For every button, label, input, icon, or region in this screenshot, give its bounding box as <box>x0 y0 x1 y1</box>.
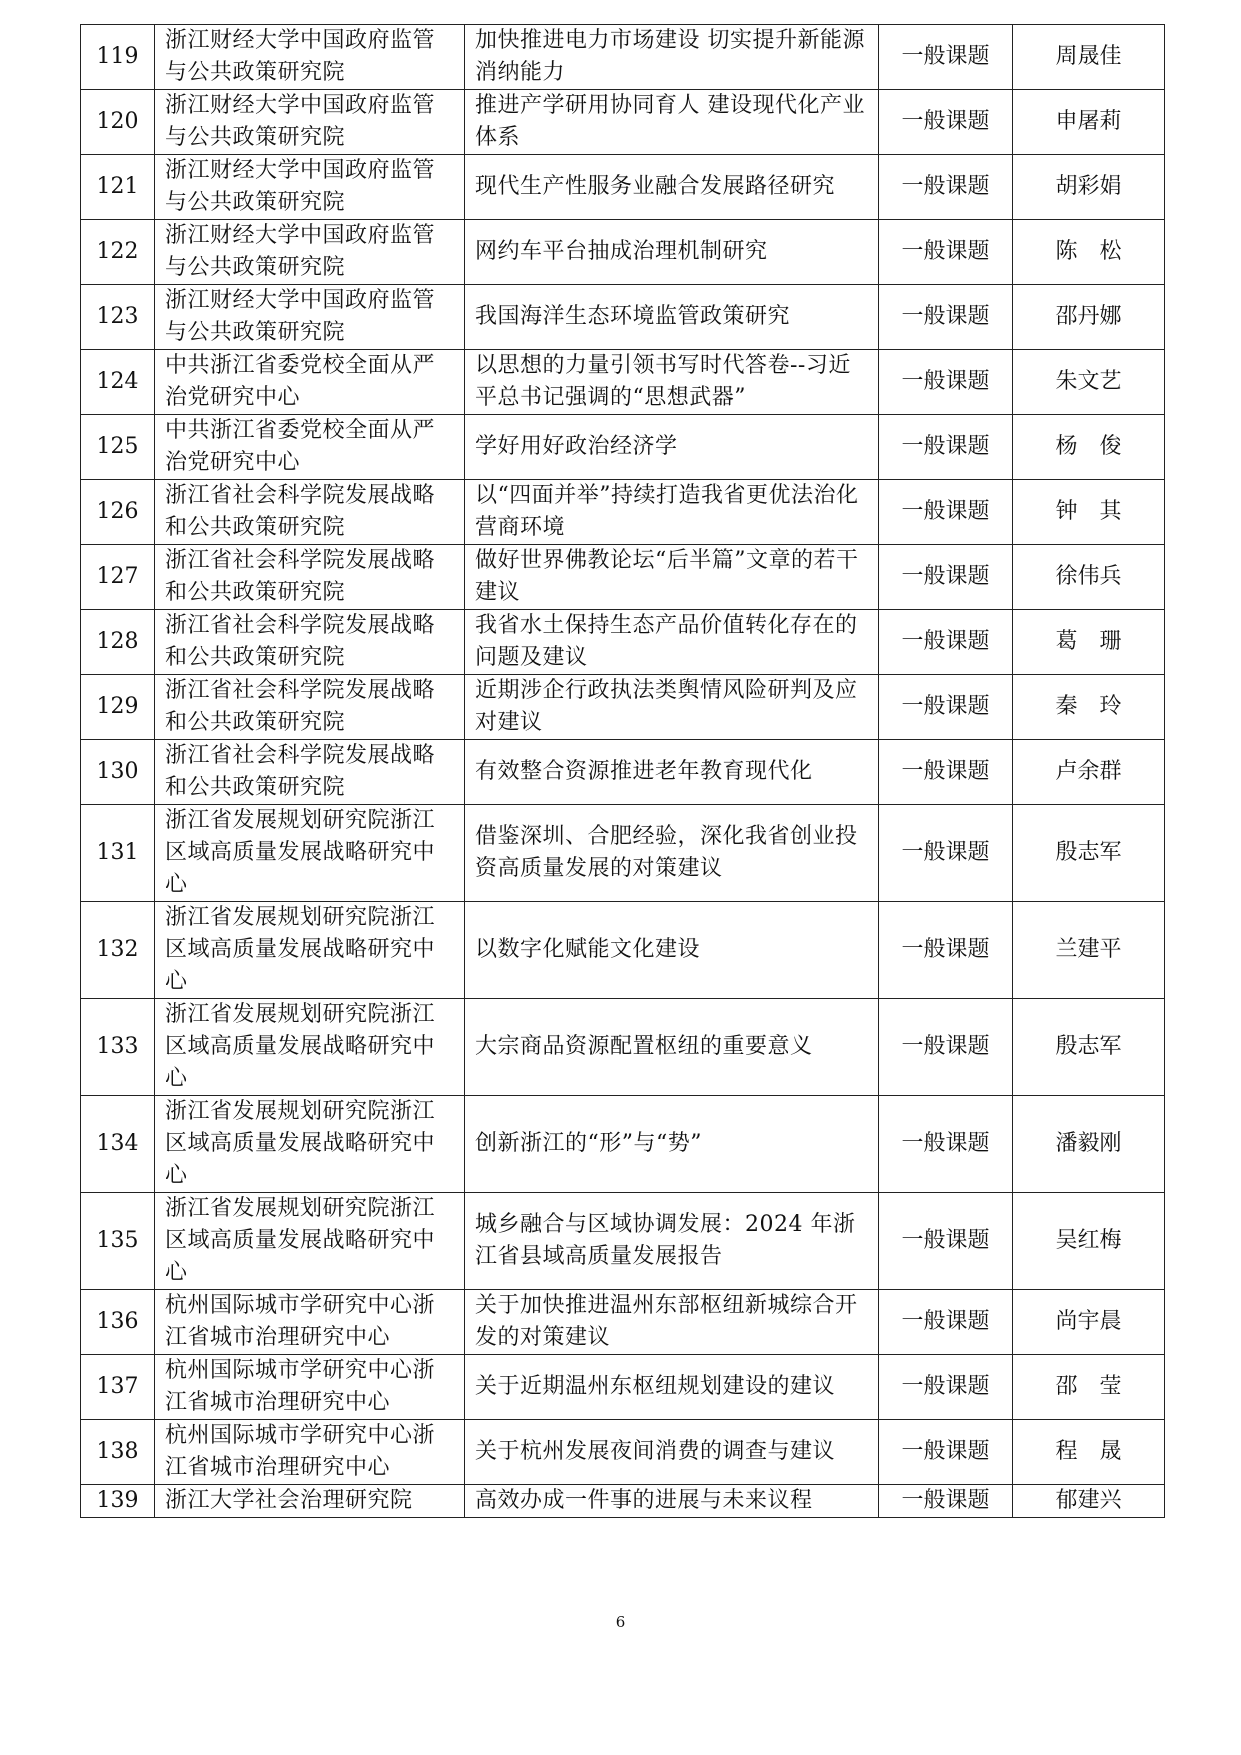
institution-cell: 中共浙江省委党校全面从严治党研究中心 <box>155 415 465 480</box>
topic-type-cell: 一般课题 <box>879 285 1013 350</box>
topic-type-cell: 一般课题 <box>879 545 1013 610</box>
principal-cell: 朱文艺 <box>1013 350 1165 415</box>
topic-title-cell: 大宗商品资源配置枢纽的重要意义 <box>465 999 879 1096</box>
table-row <box>81 675 1165 740</box>
topic-type-cell: 一般课题 <box>879 675 1013 740</box>
topic-title-cell: 关于加快推进温州东部枢纽新城综合开发的对策建议 <box>465 1290 879 1355</box>
principal-cell: 潘毅刚 <box>1013 1096 1165 1193</box>
table-row <box>81 902 1165 999</box>
table-row <box>81 220 1165 285</box>
institution-cell: 浙江财经大学中国政府监管与公共政策研究院 <box>155 155 465 220</box>
table-row <box>81 545 1165 610</box>
principal-cell: 吴红梅 <box>1013 1193 1165 1290</box>
principal-cell: 邵 莹 <box>1013 1355 1165 1420</box>
topic-type-cell: 一般课题 <box>879 220 1013 285</box>
table-row <box>81 805 1165 902</box>
institution-cell: 浙江省发展规划研究院浙江区域高质量发展战略研究中心 <box>155 1193 465 1290</box>
table-row <box>81 1420 1165 1485</box>
topic-title-cell: 关于杭州发展夜间消费的调查与建议 <box>465 1420 879 1485</box>
topic-title-cell: 推进产学研用协同育人 建设现代化产业体系 <box>465 90 879 155</box>
institution-cell: 杭州国际城市学研究中心浙江省城市治理研究中心 <box>155 1355 465 1420</box>
principal-cell: 申屠莉 <box>1013 90 1165 155</box>
table-row <box>81 155 1165 220</box>
page-number: 6 <box>615 1613 626 1631</box>
row-number: 133 <box>81 999 155 1096</box>
topic-type-cell: 一般课题 <box>879 155 1013 220</box>
institution-cell: 浙江财经大学中国政府监管与公共政策研究院 <box>155 90 465 155</box>
row-number: 121 <box>81 155 155 220</box>
row-number: 122 <box>81 220 155 285</box>
row-number: 127 <box>81 545 155 610</box>
table-row <box>81 415 1165 480</box>
topic-type-cell: 一般课题 <box>879 350 1013 415</box>
table-row <box>81 999 1165 1096</box>
topic-type-cell: 一般课题 <box>879 805 1013 902</box>
principal-cell: 钟 其 <box>1013 480 1165 545</box>
row-number: 131 <box>81 805 155 902</box>
principal-cell: 殷志军 <box>1013 999 1165 1096</box>
institution-cell: 浙江省社会科学院发展战略和公共政策研究院 <box>155 740 465 805</box>
table-row <box>81 1355 1165 1420</box>
project-table-body <box>81 25 1165 1518</box>
institution-cell: 浙江财经大学中国政府监管与公共政策研究院 <box>155 285 465 350</box>
institution-cell: 浙江省发展规划研究院浙江区域高质量发展战略研究中心 <box>155 805 465 902</box>
principal-cell: 葛 珊 <box>1013 610 1165 675</box>
table-row <box>81 25 1165 90</box>
institution-cell: 浙江省社会科学院发展战略和公共政策研究院 <box>155 675 465 740</box>
topic-type-cell: 一般课题 <box>879 90 1013 155</box>
institution-cell: 浙江大学社会治理研究院 <box>155 1485 465 1518</box>
principal-cell: 卢余群 <box>1013 740 1165 805</box>
principal-cell: 兰建平 <box>1013 902 1165 999</box>
topic-title-cell: 关于近期温州东枢纽规划建设的建议 <box>465 1355 879 1420</box>
table-row <box>81 285 1165 350</box>
principal-cell: 胡彩娟 <box>1013 155 1165 220</box>
table-row <box>81 90 1165 155</box>
topic-type-cell: 一般课题 <box>879 1290 1013 1355</box>
row-number: 125 <box>81 415 155 480</box>
principal-cell: 邵丹娜 <box>1013 285 1165 350</box>
topic-type-cell: 一般课题 <box>879 415 1013 480</box>
table-row <box>81 350 1165 415</box>
row-number: 138 <box>81 1420 155 1485</box>
row-number: 124 <box>81 350 155 415</box>
topic-title-cell: 以思想的力量引领书写时代答卷--习近平总书记强调的“思想武器” <box>465 350 879 415</box>
topic-type-cell: 一般课题 <box>879 1096 1013 1193</box>
topic-title-cell: 学好用好政治经济学 <box>465 415 879 480</box>
table-row <box>81 1290 1165 1355</box>
topic-type-cell: 一般课题 <box>879 1355 1013 1420</box>
topic-type-cell: 一般课题 <box>879 1485 1013 1518</box>
topic-type-cell: 一般课题 <box>879 740 1013 805</box>
principal-cell: 殷志军 <box>1013 805 1165 902</box>
topic-title-cell: 我省水土保持生态产品价值转化存在的问题及建议 <box>465 610 879 675</box>
topic-title-cell: 高效办成一件事的进展与未来议程 <box>465 1485 879 1518</box>
topic-title-cell: 近期涉企行政执法类舆情风险研判及应对建议 <box>465 675 879 740</box>
institution-cell: 浙江省发展规划研究院浙江区域高质量发展战略研究中心 <box>155 902 465 999</box>
principal-cell: 周晟佳 <box>1013 25 1165 90</box>
institution-cell: 浙江省社会科学院发展战略和公共政策研究院 <box>155 545 465 610</box>
principal-cell: 郁建兴 <box>1013 1485 1165 1518</box>
row-number: 135 <box>81 1193 155 1290</box>
project-table <box>80 24 1165 1518</box>
topic-type-cell: 一般课题 <box>879 610 1013 675</box>
topic-title-cell: 借鉴深圳、合肥经验，深化我省创业投资高质量发展的对策建议 <box>465 805 879 902</box>
topic-title-cell: 有效整合资源推进老年教育现代化 <box>465 740 879 805</box>
topic-title-cell: 现代生产性服务业融合发展路径研究 <box>465 155 879 220</box>
principal-cell: 陈 松 <box>1013 220 1165 285</box>
principal-cell: 秦 玲 <box>1013 675 1165 740</box>
table-row <box>81 1485 1165 1518</box>
row-number: 130 <box>81 740 155 805</box>
principal-cell: 徐伟兵 <box>1013 545 1165 610</box>
row-number: 128 <box>81 610 155 675</box>
row-number: 123 <box>81 285 155 350</box>
institution-cell: 浙江省发展规划研究院浙江区域高质量发展战略研究中心 <box>155 999 465 1096</box>
topic-title-cell: 以数字化赋能文化建设 <box>465 902 879 999</box>
institution-cell: 中共浙江省委党校全面从严治党研究中心 <box>155 350 465 415</box>
institution-cell: 浙江省发展规划研究院浙江区域高质量发展战略研究中心 <box>155 1096 465 1193</box>
row-number: 119 <box>81 25 155 90</box>
principal-cell: 程 晟 <box>1013 1420 1165 1485</box>
topic-title-cell: 网约车平台抽成治理机制研究 <box>465 220 879 285</box>
topic-type-cell: 一般课题 <box>879 1420 1013 1485</box>
table-row <box>81 1096 1165 1193</box>
row-number: 139 <box>81 1485 155 1518</box>
row-number: 132 <box>81 902 155 999</box>
topic-title-cell: 做好世界佛教论坛“后半篇”文章的若干建议 <box>465 545 879 610</box>
institution-cell: 浙江财经大学中国政府监管与公共政策研究院 <box>155 220 465 285</box>
row-number: 120 <box>81 90 155 155</box>
principal-cell: 尚宇晨 <box>1013 1290 1165 1355</box>
topic-title-cell: 城乡融合与区域协调发展：2024 年浙江省县域高质量发展报告 <box>465 1193 879 1290</box>
topic-title-cell: 加快推进电力市场建设 切实提升新能源消纳能力 <box>465 25 879 90</box>
principal-cell: 杨 俊 <box>1013 415 1165 480</box>
row-number: 134 <box>81 1096 155 1193</box>
topic-type-cell: 一般课题 <box>879 999 1013 1096</box>
row-number: 126 <box>81 480 155 545</box>
institution-cell: 杭州国际城市学研究中心浙江省城市治理研究中心 <box>155 1420 465 1485</box>
institution-cell: 浙江财经大学中国政府监管与公共政策研究院 <box>155 25 465 90</box>
topic-type-cell: 一般课题 <box>879 480 1013 545</box>
institution-cell: 杭州国际城市学研究中心浙江省城市治理研究中心 <box>155 1290 465 1355</box>
row-number: 136 <box>81 1290 155 1355</box>
institution-cell: 浙江省社会科学院发展战略和公共政策研究院 <box>155 610 465 675</box>
table-row <box>81 480 1165 545</box>
topic-title-cell: 我国海洋生态环境监管政策研究 <box>465 285 879 350</box>
topic-title-cell: 以“四面并举”持续打造我省更优法治化营商环境 <box>465 480 879 545</box>
table-row <box>81 1193 1165 1290</box>
topic-type-cell: 一般课题 <box>879 25 1013 90</box>
row-number: 129 <box>81 675 155 740</box>
row-number: 137 <box>81 1355 155 1420</box>
institution-cell: 浙江省社会科学院发展战略和公共政策研究院 <box>155 480 465 545</box>
topic-type-cell: 一般课题 <box>879 902 1013 999</box>
topic-type-cell: 一般课题 <box>879 1193 1013 1290</box>
topic-title-cell: 创新浙江的“形”与“势” <box>465 1096 879 1193</box>
table-row <box>81 610 1165 675</box>
table-row <box>81 740 1165 805</box>
